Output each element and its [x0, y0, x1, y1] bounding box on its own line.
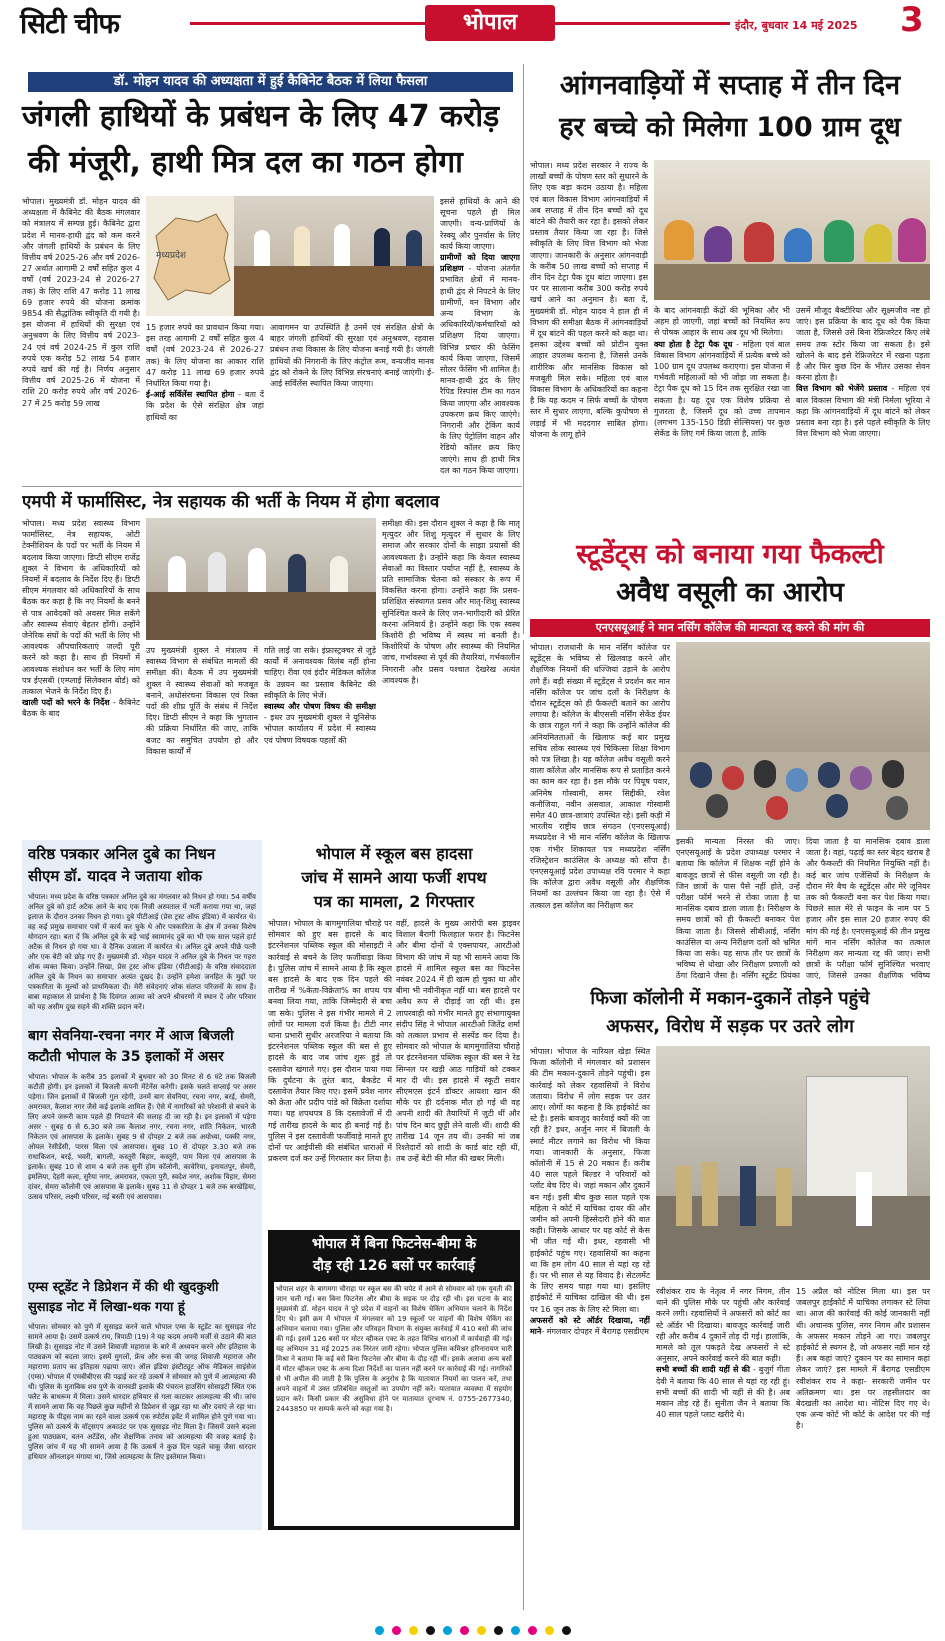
power-cut-headline-2: कटौती भोपाल के 35 इलाकों में असर: [28, 1049, 224, 1065]
fiza-col-3: 15 अप्रैल को नोटिस मिला था। इस पर जबलपुर हाईकोर्ट में याचिका लगाकर स्टे लिया था। आज की कार्रवाई की कोई जानकारी नहीं थी। अचानक पुलिस, नगर निगम और प्रशासन के अफसर मकान तोड़ने आ गए। जबलपुर हाईकोर्ट से स्थगन है, जो अफसर नहीं मान रहे हैं। अब कहां जाएं? दुकान पर का सामान कहां लेकर जाएं? इस मामले में बैरागढ़ एसडीएम रवीशंकर राय ने कहा- सरकारी जमीन पर अतिक्रमण था। इस पर तहसीलदार का बेदखली का आदेश था। नोटिस दिए गए थे। एक अन्य कोर्ट भी कोर्ट के आदेश पर की गई है।: [796, 1287, 930, 1431]
bus-headline-1: भोपाल में स्कूल बस हादसा: [315, 844, 473, 863]
registration-dot: [426, 1626, 435, 1635]
elephant-subhead: ई-आई सर्विलेंस स्थापित होगा: [146, 390, 235, 400]
anil-dubey-headline-1: वरिष्ठ पत्रकार अनिल दुबे का निधन: [28, 845, 216, 863]
power-cut-headline-1: बाग सेवनिया-रचना नगर में आज बिजली: [28, 1028, 234, 1044]
student-protest-photo: [676, 642, 930, 830]
pharmacist-col-3: गति लाई जा सके। इंफ्रास्ट्रक्चर से जुड़े कार्यों में अनावश्यक विलंब नहीं होना चाहिए। रीवा एवं इंदौर मेडिकल कॉलेज के उन्नयन का प्रस्ताव कैबिनेट की स्वीकृति के लिए भेजें। स्वास्थ्य और पोषण विषय की समीक्षा - इधर उप मुख्यमंत्री शुक्ल ने यूनिसेफ भोपाल कार्यालय में प्रदेश में स्वास्थ्य एवं पोषण विषयक पहलों की: [264, 646, 376, 745]
health-meeting-photo: [146, 518, 376, 640]
fiza-col-1: भोपाल। भोपाल के नारियल खेड़ा स्थित फिजा कॉलोनी में मंगलवार को प्रशासन की टीम मकान-दुकानें तोड़ने पहुंची। इस कार्रवाई को लेकर रहवासियों ने विरोध जताया। विरोध में लोग सड़क पर उतर आए। लोगों का कहना है कि हाईकोर्ट का स्टे है। इसके बावजूद कार्रवाई क्यों की जा रही है? इधर, अर्जुन नगर में बिजली के स्मार्ट मीटर लगाने का विरोध भी किया गया। जानकारी के अनुसार, फिजा कॉलोनी में 15 से 20 मकान हैं। करीब 40 साल पहले बिल्डर ने परिवारों को प्लॉट बेच दिए थे। जहां मकान और दुकानें बन गई। इसी बीच कुछ साल पहले एक महिला ने कोर्ट में याचिका दायर की और जमीन को अपनी हिस्सेदारी होने की बात कही। जिसके आधार पर यह कोर्ट से केस भी जीत गई थी। इधर, रहवासी भी हाईकोर्ट पहुंच गए। रहवासियों का कहना था कि हम लोग 40 साल से यहां रह रहे हैं। पर भी साल से यह विवाद है। सेटलमेंट के लिए समय चाहा गया था। इसलिए हाईकोर्ट में याचिका दाखिल की थी। इस पर 16 जून तक के लिए स्टे मिला था। अफसरों को स्टे ऑर्डर दिखाया, नहीं माने- मंगलवार दोपहर में बैरागढ़ एसडीएम: [530, 1047, 650, 1337]
students-headline-2: अवैध वसूली का आरोप: [616, 577, 844, 608]
registration-dot: [460, 1626, 469, 1635]
anganwadi-headline-1: आंगनवाड़ियों में सप्ताह में तीन दिन: [559, 70, 901, 101]
aiims-body: भोपाल। सोमवार को पुणे में सुसाइड करने वाले भोपाल एम्स के स्टूडेंट का सुसाइड नोट सामने आया है। उसमें उत्कर्ष राय, त्रिपाठी (19) ने यह कदम अपनी मर्जी से उठाने की बात लिखी है। सुसाइड नोट में उसने शिवाजी महाराज के बारे में अध्ययन करने और इतिहास के पाठ्यक्रम को बदला जाए। इसमें मुगलों, फ्रेंच और रूस की जगह शिवाजी महाराज और महाराणा प्रताप का इतिहास पढ़ाया जाए। ऑल इंडिया इंस्टीट्यूट ऑफ मेडिकल साइंसेज (एम्स) भोपाल में एमबीबीएस की पढ़ाई कर रहे उत्कर्ष ने सोमवार को पुणे में आत्महत्या की थी। पुलिस के मुताबिक शव पुणे के वानवडी इलाके की पंचरत्न हाउसिंग सोसाइटी स्थित एक फ्लैट के बाथरूम में मिला। उसने धारदार हथियार से गला काटकर आत्महत्या की थी। जांच में सामने आया कि वह पिछले कुछ महीनों से डिप्रेशन से जूझ रहा था और दवाएं ले रहा था। महाराष्ट्र के पीड्स नाम का रहने वाला उत्कर्ष एक स्पोर्टस इवेंट में शामिल होने पुणे गया था। पुलिस को उत्कर्ष के वॉट्सएप अकाउंट पर एक सुसाइड नोट मिला है। जिसमें उसने बदला हुआ पाठ्यक्रम, वतन अटेंडेंस, और शैक्षणिक तनाव को आत्महत्या की वजह बताई है। पुलिस जांच में यह भी सामने आया है कि उत्कर्ष ने कुछ दिन पहले चाकू जैसा धारदार हथियार ऑनलाइन मंगाया था, जिसे आत्महत्या के लिए इस्तेमाल किया।: [28, 1323, 256, 1461]
anganwadi-col-2: के बाद आंगनवाड़ी केंद्रों की भूमिका और भी अहम हो जाएगी, जहां बच्चों को नियमित रूप से पोषक आहार के साथ अब दूध भी मिलेगा। क्या होता है टेट्रा पैक दूध - महिला एवं बाल विकास विभाग आंगनवाड़ियों में प्रत्येक बच्चे को 100 ग्राम दूध उपलब्ध कराएगा। इस योजना में गर्भवती महिलाओं को भी जोड़ा जा सकता है। टेट्रा पैक दूध को 15 दिन तक सुरक्षित रखा जा सकता है। यह दूध एक विशेष प्रक्रिया से गुजरता है, जिसमें दूध को उच्च तापमान (लगभग 135-150 डिग्री सेल्सियस) पर कुछ सेकेंड के लिए गर्म किया जाता है, ताकि: [654, 306, 790, 439]
registration-dot: [528, 1626, 537, 1635]
column-divider: [523, 64, 524, 634]
elephant-col-4: इससे हाथियों के आने की सूचना पहले ही मिल जाएगी। वन्य-प्राणियों के रेस्क्यू और पुनर्वास के लिए कार्य किया जाएगा। ग्रामीणों को दिया जाएगा प्रशिक्षण - योजना अंतर्गत प्रभावित क्षेत्रों में मानव-हाथी द्वंद से निपटने के लिए ग्रामीणों, वन विभाग और अन्य विभाग के अधिकारियों/कर्मचारियों को प्रशिक्षण दिया जाएगा। विभिन्न प्रचार की फेसिंग कार्य किया जाएगा, जिसमें सोलर फेंसिंग भी शामिल है। मानव-हाथी द्वंद के लिए रैपिड रिस्पांस टीम का गठन किया जाएगा और आवश्यक उपकरण क्रय किए जाएंगे। निगरानी और ट्रेकिंग कार्य के लिए पेट्रोलिंग वाहन और रेडियो कॉलर क्रय किए जाएंगे। साथ ही हाथी मित्र दल का गठन किया जाएगा।: [440, 197, 520, 475]
registration-dot: [511, 1626, 520, 1635]
students-strip: एनएसयूआई ने मान नर्सिंग कॉलेज की मान्यता रद्द करने की मांग की: [530, 619, 930, 637]
bus-col-1: भोपाल। भोपाल के बागमुगालिया चौराहे पर सोमवार को हुए बस हादसे के बाद इंटरनेशनल पब्लिक स्कूल की मोसाइटी ने कार्रवाई से बचने के लिए फर्जीवाड़ा किया है। पुलिस जांच में सामने आया है कि स्कूल बस हादसे के बाद एक दिन पहले की तारीख में %केता-विक्रेता% का शपथ पत्र बनवा लिया गया, ताकि जिम्मेदारी से बचा जा सके। पुलिस ने इस गंभीर मामले में 2 लोगों पर मामला दर्ज किया है। टीटी नगर थाना प्रभारी सुधीर अरजरिया ने बताया कि इंटरनेशनल पब्लिक स्कूल की बस से हुए हादसे के बाद जब जांच शुरू हुई तो दस्तावेज खंगाले गए। इस दौरान पाया गया कि दुर्घटना के तुरंत बाद, बैकडेट में दस्तावेज तैयार किए गए। इसमें प्रवेश नागर को क्रेता और प्रदीप पांडे को विक्रेता दर्शाया गया। यह शपथपत्र 8 कि दस्तावेजों में दी गई तारीख हादसे के बाद ही बनाई गई है। पुलिस ने इस दस्तावेजी फर्जीवाड़े मानते हुए दोनों पर आईपीसी की संबंधित धाराओं में प्रकरण दर्ज कर उन्हें गिरफ्तार कर लिया है।: [268, 919, 392, 1164]
elephant-headline-2: की मंजूरी, हाथी मित्र दल का गठन होगा: [28, 145, 463, 180]
elephant-col-1: भोपाल। मुख्यमंत्री डॉ. मोहन यादव की अध्यक्षता में कैबिनेट की बैठक मंगलवार को मंत्रालय में सम्पन्न हुई। कैबिनेट द्वारा प्रदेश में मानव-हाथी द्वंद को कम करने और जंगली हाथियों के प्रबंधन के लिए वित्तीय वर्ष 2025-26 और वर्ष 2026-27 अर्थात आगामी 2 वर्षों सहित कुल 4 वर्षों (वर्ष 2023-24 से 2026-27 तक) के लिए राशि 47 करोड़ 11 लाख 69 हजार रुपये की योजना क्रमांक 9854 की सैद्धांतिक स्वीकृति दी गयी है। इस योजना में हाथियों की सुरक्षा एवं अनुश्रवण के लिए वित्तीय वर्ष 2023-24 एवं वर्ष 2024-25 में कुल राशि रुपये एक करोड़ 52 लाख 54 हजार रुपये खर्च की गई है। निर्णय अनुसार वित्तीय वर्ष 2025-26 में योजना में राशि 20 करोड़ रुपये और वर्ष 2026-27 में 25 करोड़ 59 लाख: [22, 197, 140, 408]
masthead: [0, 0, 945, 46]
registration-marks: [0, 1620, 945, 1639]
registration-dot: [562, 1626, 571, 1635]
students-col-3: दिया जाता है या मानसिक दबाव डाला जाता है। वहां, पढ़ाई का स्तर बेहद खराब है और फैकल्टी की नियमित नियुक्ति नहीं है। कई बार जांच एजेंसियों के निरीक्षण के दौरान मेरे बैच के स्टूडेंट्स और मेरे जूनियर तक को फैकल्टी बना कर पेश किया गया। पिछले साल मेरे से फाइन के नाम पर 5 हजार और इस साल 20 हजार रुपए की मांग की गई है। एनएसयूआई की तीन प्रमुख मांगें मान नर्सिंग कॉलेज का तत्काल निरीक्षण कर मान्यता रद्द की जाए। सभी छात्रों के परीक्षा फॉर्म सुनिश्चित भरवाए जाएं, जिससे उनका शैक्षणिक भविष्य: [806, 837, 930, 981]
map-label: मध्यप्रदेश: [156, 251, 187, 261]
registration-dot: [443, 1626, 452, 1635]
page-number: 3: [900, 0, 924, 40]
registration-dot: [545, 1626, 554, 1635]
bus-col-2: वहीं, हादसे के मुख्य आरोपी बस ड्राइवर विशाल बैरागी फिलहाल फरार है। फिटनेस और बीमा दोनों ये एक्सपायर, आरटीओ विभाग की जांच में यह भी सामने आया कि हादसे में शामिल स्कूल बस का फिटनेस नवंबर 2024 में ही खत्म हो चुका था और बीमा भी नवीनीकृत नहीं था। बस हादसे पर अवैध रूप से दौड़ाई जा रही थी। इस लापरवाही को गंभीर मानते हुए संभागायुक्त संदीप सिंह ने भोपाल आरटीओ जितेंद्र शर्मा को तत्काल प्रभाव से सस्पेंड कर दिया है। सोमवार को भोपाल के बागमुगालिया चौराहे पर इंटरनेशनल पब्लिक स्कूल की बस ने रेड सिग्नल पर खड़ी आठ गाड़ियों को टक्कर मार दी थी। इस हादसे में स्कूटी सवार सीएमएस इंटर्न डॉक्टर आयशा खान की मौके पर ही दर्दनाक मौत हो गई थी वह अपनी शादी की तैयारियों में जुटी थीं और पांच दिन बाद छुट्टी लेने वाली थीं। शादी की तारीख 14 जून तय थी। उनकी मां जब रिश्तेदारों को शादी के कार्ड बांट रही थीं, तब उन्हें बेटी की मौत की खबर मिली।: [396, 919, 520, 1164]
registration-dot: [494, 1626, 503, 1635]
students-col-2: इसकी मान्यता निरस्त की जाए। एनएसयूआई के प्रदेश उपाध्यक्ष परमार ने बताया कि कॉलेज में शिक्षक नहीं होने के बावजूद छात्रों से फीस वसूली जा रही है। जिन छात्रों के पास पैसे नहीं होते, उन्हें परीक्षा फॉर्म भरने से रोका जाता है या मानसिक दबाव डाला जाता है। निरीक्षण के समय छात्रों को ही फैकल्टी बनाकर पेश किया जाता है। जिससे सीबीआई, नर्सिंग काउंसिल या अन्य निरीक्षण दलों को भ्रमित किया जा सके। यह साफ तौर पर छात्रों के भविष्य से धोखा और निरीक्षण प्रणाली को ठेंगा दिखाने जैसा है। नर्सिंग स्टूडेंट प्रियंका: [676, 837, 800, 981]
registration-dot: [409, 1626, 418, 1635]
aiims-headline-2: सुसाइड नोट में लिखा-थक गया हूं: [28, 1300, 185, 1315]
anganwadi-col-3: उसमें मौजूद बैक्टीरिया और सूक्ष्मजीव नष्ट हो जाएं। इस प्रक्रिया के बाद दूध को पैक किया जाता है, जिससे उसे बिना रेफ्रिजरेटर किए लंबे समय तक स्टोर किया जा सकता है। इसे खोलने के बाद इसे रेफ्रिजरेटर में रखना पड़ता है और फिर कुछ दिन के भीतर उसका सेवन करना होता है। वित्त विभाग को भेजेंगे प्रस्ताव - महिला एवं बाल विकास विभाग की मंत्री निर्मला भूरिया ने कहा कि आंगनवाड़ियों में दूध बांटने को लेकर प्रस्ताव बना रहा है। इसे पहले स्वीकृति के लिए वित्त विभाग को भेजा जाएगा।: [796, 306, 930, 439]
anil-dubey-body: भोपाल। मध्य प्रदेश के वरिष्ठ पत्रकार अनिल दुबे का मंगलवार को निधन हो गया। 54 वर्षीय अनिल दुबे को हार्ट अटैक आने के बाद एक निजी अस्पताल में भर्ती कराया गया था, जहां इलाज के दौरान उनका निधन हो गया। दुबे पीटीआई (प्रेस ट्रस्ट ऑफ इंडिया) में कार्यरत थे। वह कई प्रमुख समाचार पत्रों में कार्य कर चुके थे और पत्रकारिता के क्षेत्र में उनका विशेष योगदान रहा। बता दें कि अनिल दुबे के बड़े भाई स्वामानंद दुबे का भी एक साल पहले हार्ट अटैक से निधन हो गया था। वे दैनिक उजाला में कार्यरत थे। अनिल दुबे अपने पीछे पत्नी और एक बेटी को छोड़ गए हैं। मुख्यमंत्री डॉ. मोहन यादव ने अनिल दुबे के निधन पर गहरा शोक व्यक्त किया। उन्होंने लिखा, प्रेस ट्रस्ट ऑफ इंडिया (पीटीआई) के वरिष्ठ संवाददाता अनिल दुबे के निधन का समाचार अत्यंत दुखद है। उन्होंने हमेशा जनहित के मुद्दों पर पत्रकारिता के मूल्यों को प्राथमिकता दी। मेरी संवेदनाएं शोक संतप्त परिजनों के साथ हैं। बाबा महाकाल से प्रार्थना है कि दिवंगत आत्मा को अपने श्रीचरणों में स्थान दें और परिवार को यह असीम दुख सहने की शक्ति प्रदान करें।: [28, 893, 256, 1011]
elephant-kicker: डॉ. मोहन यादव की अध्यक्षता में हुई कैबिनेट बैठक में लिया फैसला: [28, 72, 513, 92]
anil-dubey-headline-2: सीएम डॉ. यादव ने जताया शोक: [28, 867, 202, 885]
masthead-rule: [555, 22, 730, 25]
pharmacist-col-1: भोपाल। मध्य प्रदेश स्वास्थ्य विभाग फार्मासिस्ट, नेत्र सहायक, ओटी टेक्नीशियन के पदों पर भर्ती के नियम में बदलाव किया जाएगा। डिप्टी सीएम राजेंद्र शुक्ल ने विभाग के अधिकारियों को नियमों में बदलाव के निर्देश दिए हैं। डिप्टी सीएम मंगलवार को अधिकारियों के साथ बैठक कर कहा है कि नए नियमों के बनने से पात्र आवेदकों को अवसर मिल सकेंगे और स्वास्थ्य सेवाएं बेहतर होंगी। उन्होंने जेनेरिक संघों के पदों की भर्ती के लिए भी आवश्यक औपचारिकताएं जल्दी पूरी करने को कहा है। साथ ही नियमों में आवश्यक संशोधन कर भर्ती के लिए मांग पत्र ईएसबी (एम्प्लाई सिलेक्शन बोर्ड) को तत्काल भेजने के निर्देश दिए हैं। खाली पदों को भरने के निर्देश - कैबिनेट बैठक के बाद: [22, 519, 140, 719]
anganwadi-col-1: भोपाल। मध्य प्रदेश सरकार ने राज्य के लाखों बच्चों के पोषण स्तर को सुधारने के लिए एक बड़ा कदम उठाया है। महिला एवं बाल विकास विभाग आंगनवाड़ियों में अब सप्ताह में तीन दिन बच्चों को दूध बांटने की तैयारी कर रहा है। इसको लेकर प्रस्ताव तैयार किया जा रहा है। जिसे स्वीकृति के लिए वित्त विभाग को भेजा जाएगा। जानकारी के अनुसार आंगनवाड़ी के करीब 50 लाख बच्चों को सप्ताह में तीन दिन टेट्रा पैक दूध बांटा जाएगा। इस पर पर सालाना करीब 300 करोड़ रुपये खर्च आने का अनुमान है। बता दें, मुख्यमंत्री डॉ. मोहन यादव ने हाल ही में विभाग की समीक्षा बैठक में आंगनवाड़ियों में दूध बांटने की पहल करने को कहा था। इसका उद्देश्य बच्चों को प्रोटीन युक्त आहार उपलब्ध कराना है, जिससे उनके शारीरिक और मानसिक विकास को मजबूती मिल सके। महिला एवं बाल विकास विभाग के अधिकारियों का कहना है कि यह कदम न सिर्फ बच्चों के पोषण स्तर में सुधार लाएगा, बल्कि कुपोषण से लड़ाई में भी मददगार साबित होगा। योजना के लागू होने: [530, 161, 648, 439]
aiims-headline-1: एम्स स्टूडेंट ने डिप्रेशन में की थी खुदकुशी: [28, 1280, 219, 1295]
fitness-headline-2: दौड़ रही 126 बसों पर कार्रवाई: [312, 1258, 476, 1274]
bus-headline-3: पत्र का मामला, 2 गिरफ्तार: [313, 892, 475, 911]
anganwadi-headline-2: हर बच्चे को मिलेगा 100 ग्राम दूध: [559, 112, 901, 143]
fiza-col-2: रवीशंकर राय के नेतृत्व में नगर निगम, तीन थाने की पुलिस मौके पर पहुंची और कार्रवाई करने लगी। रहवासियों ने अफसरों को कोर्ट का स्टे ऑर्डर भी दिखाया। बावजूद कार्रवाई जारी रही और करीब 4 दुकानें तोड़ दी गई। हालांकि, मामले को तूल पकड़ते देख अफसरों ने स्टे अनुसार, अपने कार्रवाई करने की बात कही। सभी बच्चों की शादी यहीं से की - बुजुर्ग गीता देवी ने बताया कि 40 साल से यहां रह रही हूं। सभी बच्चों की शादी भी यहीं से की है। अब मकान तोड़ रहे हैं। सुनीता जैन ने बताया कि 40 साल पहले प्लाट खरीदे थे।: [656, 1287, 790, 1420]
masthead-rule: [190, 22, 425, 25]
students-col-1: भोपाल। राजधानी के मान नर्सिंग कॉलेज पर स्टूडेंट्स के भविष्य से खिलवाड़ करने और शैक्षणिक नियमों की धज्जियां उड़ाने के आरोप लगे हैं। बड़ी संख्या में स्टूडेंट्स ने प्रदर्शन कर मान नर्सिंग कॉलेज पर जांच दलों के निरीक्षण के दौरान स्टूडेंट्स को ही फैकल्टी बताने का आरोप लगाया है। कॉलेज के बीएससी नर्सिंग सेकेंड ईयर के छात्र राहुल गर्ग ने कहा कि उन्होंने कॉलेज की अनियमितताओं के खिलाफ कई बार प्रमुख सचिव लोक स्वास्थ्य एवं चिकित्सा शिक्षा विभाग को पत्र लिखा है। यह कॉलेज अवैध वसूली करने वाला कॉलेज और मानसिक रूप से प्रताड़ित करने का काम कर रहा है। इस मौके पर पियूष पवार, अनिमेष गोस्वामी, समर सिद्दीकी, रवेश कनौजिया, नवीन असवाल, आकाश गोस्वामी समेत 40 छात्र-छात्राएं उपस्थित रहे। इसी कड़ी में भारतीय राष्ट्रीय छात्र संगठन (एनएसयूआई) मध्यप्रदेश ने भी मान नर्सिंग कॉलेज के खिलाफ एक गंभीर शिकायत पत्र मध्यप्रदेश नर्सिंग रजिस्ट्रेशन काउंसिल के अध्यक्ष को सौंपा है। एनएसयूआई प्रदेश उपाध्यक्ष रवि परमार ने कहा कि कॉलेज द्वारा अवैध वसूली और शैक्षणिक नियमों का उल्लंघन किया जा रहा है। ऐसे में तत्काल इस कॉलेज का निरीक्षण कर: [530, 643, 670, 910]
fitness-body: भोपाल शहर के बागमगा चौराहा पर स्कूल बस की चपेट में आने से सोमवार को एक युवती की जान चली गई। बस बिना फिटनेस और बीमा के सड़क पर दौड़ रही थी। इस घटना के बाद मुख्यमंत्री डॉ. मोहन यादव ने पूरे प्रदेश में वाहनों का विशेष चेकिंग अभियान चलाने के निर्देश दिए थे। इसी क्रम में भोपाल में मंगलवार को 19 स्कूलों पर वाहनों की विशेष चेकिंग का अभियान चलाया गया। पुलिस और परिवहन विभाग के संयुक्त कार्रवाई में 410 बसों की जांच की गई। इसमें 126 बसों पर मोटर व्हीकल एक्ट के तहत विभिन्न धाराओं में कार्यवाही की गई। यह अभियान 31 मई 2025 तक निरंतर जारी रहेगा। भोपाल पुलिस कमिश्नर हरिनारायण चारी मिश्रा ने बताया कि कई बसें बिना फिटनेस और बीमा के दौड़ रही थीं। इसके अलावा अन्य बसों में मोटर व्हीकल एक्ट के अन्य दिशा निर्देशों का पालन नहीं करने पर कार्रवाई की गई। नागरिकों से भी अपील की जाती है कि पुलिस के अनुरोध है कि यातायात नियमों का पालन करें, तथा अपने वाहनों में उक्त प्रतिबंधित वस्तुओं का उपयोग नहीं करें। यातायात व्यवस्था में सहयोग प्रदान करें। किसी प्रकार की असुविधा होने पर यातायात दूरभाष नं. 0755-2677340, 2443850 पर सम्पर्क करने को कहा गया है।: [274, 1282, 514, 1526]
anganwadi-children-photo: [654, 160, 930, 300]
brand-logo: सिटी चीफ: [20, 7, 119, 40]
elephant-col-3: आवागमन या उपस्थिति है उनमें एवं संरक्षित क्षेत्रों के बाहर जंगली हाथियों की सुरक्षा एवं अनुश्रवण, रहवास प्रबंधन तथा विकास के लिए योजना बनाई गयी है। जंगली हाथियों की निगरानी के लिए कंट्रोल रूम, वन्यजीव मानव द्वंद को रोकने के लिए विभिन्न संरचनाएं बनाई जाएंगी। ई-आई सर्विलेंस स्थापित किया जाएगा।: [270, 323, 434, 389]
pharmacist-col-2: उप मुख्यमंत्री शुक्ल ने मंत्रालय में स्वास्थ्य विभाग से संबंधित मामलों की समीक्षा की। बैठक में उप मुख्यमंत्री शुक्ल ने स्वास्थ्य सेवाओं को मजबूत बनाने, अधोसंरचना विकास एवं रिक्त पदों की शीघ्र पूर्ति के संबंध में निर्देश दिए। डिप्टी सीएम ने कहा कि भुगतान की प्रक्रिया निर्धारित की जाए, ताकि बजट का समुचित उपयोग हो और विकास कार्यों में: [146, 646, 258, 756]
horizontal-divider: [22, 486, 522, 487]
registration-dot: [375, 1626, 384, 1635]
registration-dot: [477, 1626, 486, 1635]
power-cut-body: भोपाल। भोपाल के करीब 35 इलाकों में बुधवार को 30 मिनट से 6 घंटे तक बिजली कटौती होगी। इन इलाकों में बिजली कंपनी मेंटेनेंस करेगी। इसके चलते सप्लाई पर असर पड़ेगा। जिन इलाकों में बिजली गुल रहेगी, उनमें बाग सेवनिया, रचना नगर, बरई, सेमरी, अमरावत, कैलाश नगर जैसे कई इलाके शामिल हैं। ऐसे में नागरिकों को परेशानी से बचने के लिए अपने जरूरी काम पहले ही निपटाने की सलाह दी जा रही है। इन इलाकों में पड़ेगा असर - सुबह 6 से 6.30 बजे तक कैलाश नगर, रचना नगर, शांति निकेतन, भारती निकेतन एवं आसपास के इलाके। सुबह 9 से दोपहर 2 बजे तक अयोध्या, पक्की नगर, ओयल रेसीडेंसी, पारस विला एवं आसपास। सुबह 10 से दोपहर 3.30 बजे तक राधाकिशन, बरई, भवरी, बागली, कस्तूरी बिहार, कस्तूरी, पाम विला एवं आसपास के इलाके। सुबह 10 से शाम 4 बजे तक सुनी होम कॉलोनी, कावेरिया, इनायतपुर, सेमरी, इमलिया, देहरी कला, सुरैया नगर, अमरावत, एकता पुरी, स्वदेश नगर, अशोक विहार, सेमरा दांवर, सेमरा कॉलोनी एवं आसपास के इलाके। सुबह 11 से दोपहर 1 बजे तक बरखेड़िया, उत्सव परिसर, लक्ष्मी परिसर, नई बस्ती एवं आसपास।: [28, 1073, 256, 1201]
pharmacist-headline: एमपी में फार्मासिस्ट, नेत्र सहायक की भर्ती के नियम में होगा बदलाव: [22, 492, 440, 512]
fiza-headline-1: फिजा कॉलोनी में मकान-दुकानें तोड़ने पहुंचे: [590, 988, 870, 1009]
dateline: इंदौर, बुधवार 14 मई 2025: [735, 19, 858, 32]
bus-headline-2: जांच में सामने आया फर्जी शपथ: [301, 868, 487, 887]
cabinet-meeting-photo: [234, 196, 434, 316]
fiza-headline-2: अफसर, विरोध में सड़क पर उतरे लोग: [606, 1016, 854, 1037]
section-label: भोपाल: [425, 5, 555, 41]
students-headline-1: स्टूडेंट्स को बनाया गया फैकल्टी: [576, 539, 884, 570]
elephant-col-2: 15 हजार रुपये का प्रावधान किया गया। इस तरह आगामी 2 वर्षों सहित कुल 4 वर्षों (वर्ष 2023-24 से 2026-27 तक) के लिए योजना का आकार राशि 47 करोड़ 11 लाख 69 हजार रुपये निर्धारित किया गया है। ई-आई सर्विलेंस स्थापित होगा - बता दें कि प्रदेश के ऐसे संरक्षित क्षेत्र जहां हाथियों का: [146, 323, 264, 422]
elephant-headline-1: जंगली हाथियों के प्रबंधन के लिए 47 करोड़: [22, 99, 500, 134]
elephant-map-image: [146, 196, 234, 316]
demolition-photo: [656, 1046, 930, 1280]
column-divider: [523, 640, 524, 1610]
fitness-headline-1: भोपाल में बिना फिटनेस-बीमा के: [311, 1236, 477, 1252]
registration-dot: [392, 1626, 401, 1635]
pharmacist-col-4: समीक्षा की। इस दौरान शुक्ल ने कहा है कि मातृ मृत्युदर और शिशु मृत्युदर में सुधार के लिए समाज और सरकार दोनों के साझा प्रयासों की आवश्यकता है। उन्होंने कहा कि केवल स्वास्थ्य सेवाओं का विस्तार पर्याप्त नहीं है, स्वास्थ्य के प्रति सामाजिक चेतना को संस्कार के रूप में विकसित करना होगा। उन्होंने कहा कि प्रसव-प्रशिक्षित संस्थागत प्रसव और मातृ-शिशु स्वास्थ्य सुनिश्चित करने के लिए जन-भागीदारी को प्रेरित करना अनिवार्य है। उन्होंने कहा कि एक स्वस्थ किशोरी ही भविष्य में स्वस्थ मां बनती है। किशोरियों के पोषण और स्वास्थ्य की नियमित जांच, गर्भावस्था से पूर्व की तैयारियां, गर्भकालीन निगरानी और प्रसव पश्चात देखरेख अत्यंत आवश्यक है।: [382, 519, 520, 685]
